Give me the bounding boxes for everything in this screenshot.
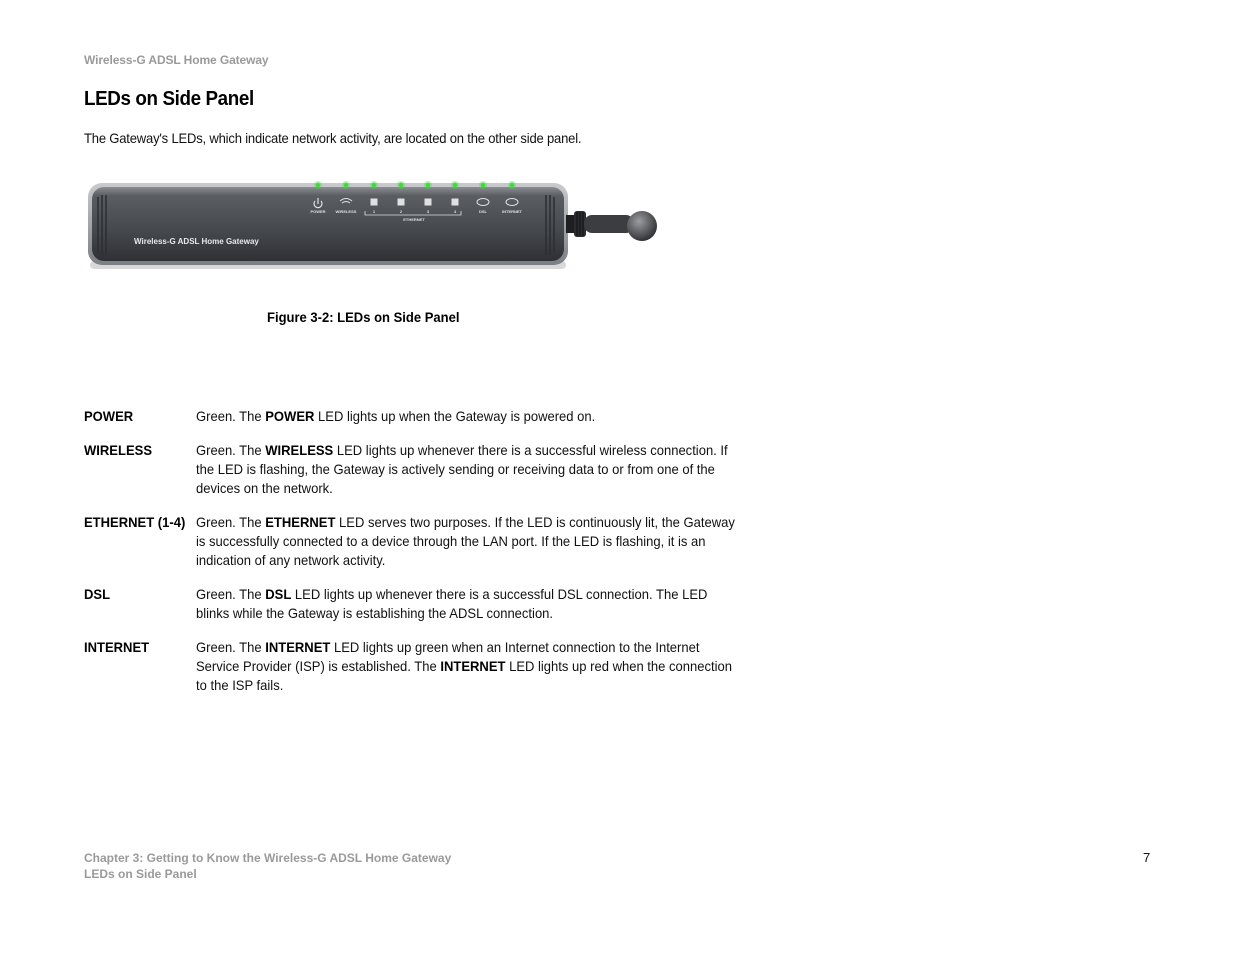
led-light xyxy=(426,183,430,187)
device-figure xyxy=(84,175,664,275)
led-light xyxy=(481,183,485,187)
led-label: 4 xyxy=(453,209,457,214)
led-row-internet xyxy=(84,638,764,695)
led-label: POWER xyxy=(310,209,326,214)
led-term: DSL xyxy=(84,586,111,602)
led-term: INTERNET xyxy=(84,639,150,655)
page-number: 7 xyxy=(1143,850,1151,865)
device-body xyxy=(92,187,564,261)
led-row-dsl xyxy=(84,585,764,623)
led-term: POWER xyxy=(84,408,134,424)
gateway-side-panel-image xyxy=(84,175,664,275)
led-label: WIRELESS xyxy=(335,209,357,214)
ethernet-group-label: ETHERNET xyxy=(403,217,425,222)
led-light xyxy=(372,183,376,187)
led-term: WIRELESS xyxy=(84,442,153,458)
led-description: Green. The INTERNET LED lights up green when an Internet connection to the Internet Service Provider (ISP) is established. The INTERNET LED lights up red when the connection to the ISP fails. xyxy=(196,639,733,693)
page-footer xyxy=(84,850,451,882)
led-description: Green. The POWER LED lights up when the Gateway is powered on. xyxy=(196,408,596,424)
led-row-power xyxy=(84,407,764,426)
ethernet-port-2-icon xyxy=(398,199,404,205)
led-label: 2 xyxy=(399,209,403,214)
led-light xyxy=(399,183,403,187)
ethernet-port-4-icon xyxy=(452,199,458,205)
led-light xyxy=(453,183,457,187)
led-term: ETHERNET (1-4) xyxy=(84,514,186,530)
led-description: Green. The ETHERNET LED serves two purposes. If the LED is continuously lit, the Gateway is successfully connected to a device through the LAN port. If the LED is flashing, it is an indication of any network activity. xyxy=(196,514,735,568)
led-label: INTERNET xyxy=(502,209,522,214)
antenna-connector xyxy=(566,215,574,233)
led-description-list xyxy=(84,407,764,710)
antenna-shaft xyxy=(584,215,634,233)
led-light xyxy=(344,183,348,187)
led-label: 1 xyxy=(372,209,376,214)
footer-chapter: Chapter 3: Getting to Know the Wireless-G ADSL Home Gateway xyxy=(84,851,452,865)
led-description: Green. The DSL LED lights up whenever there is a successful DSL connection. The LED blinks while the Gateway is establishing the ADSL connection. xyxy=(196,586,708,621)
device-name-label: Wireless-G ADSL Home Gateway xyxy=(134,237,259,246)
ethernet-port-3-icon xyxy=(425,199,431,205)
figure-caption: Figure 3-2: LEDs on Side Panel xyxy=(267,309,460,325)
footer-section: LEDs on Side Panel xyxy=(84,867,197,881)
led-light xyxy=(316,183,320,187)
led-row-ethernet xyxy=(84,513,764,570)
led-description: Green. The WIRELESS LED lights up whenever there is a successful wireless connection. If the LED is flashing, the Gateway is actively sending or receiving data to or from one of the devices on the network. xyxy=(196,442,728,496)
running-header: Wireless-G ADSL Home Gateway xyxy=(84,53,269,67)
led-label: 3 xyxy=(426,209,430,214)
intro-paragraph: The Gateway's LEDs, which indicate network activity, are located on the other side panel. xyxy=(84,130,582,146)
led-light xyxy=(510,183,514,187)
section-title: LEDs on Side Panel xyxy=(84,88,254,110)
led-row-wireless xyxy=(84,441,764,498)
led-label: DSL xyxy=(479,209,487,214)
ethernet-port-1-icon xyxy=(371,199,377,205)
antenna-tip xyxy=(627,211,657,241)
